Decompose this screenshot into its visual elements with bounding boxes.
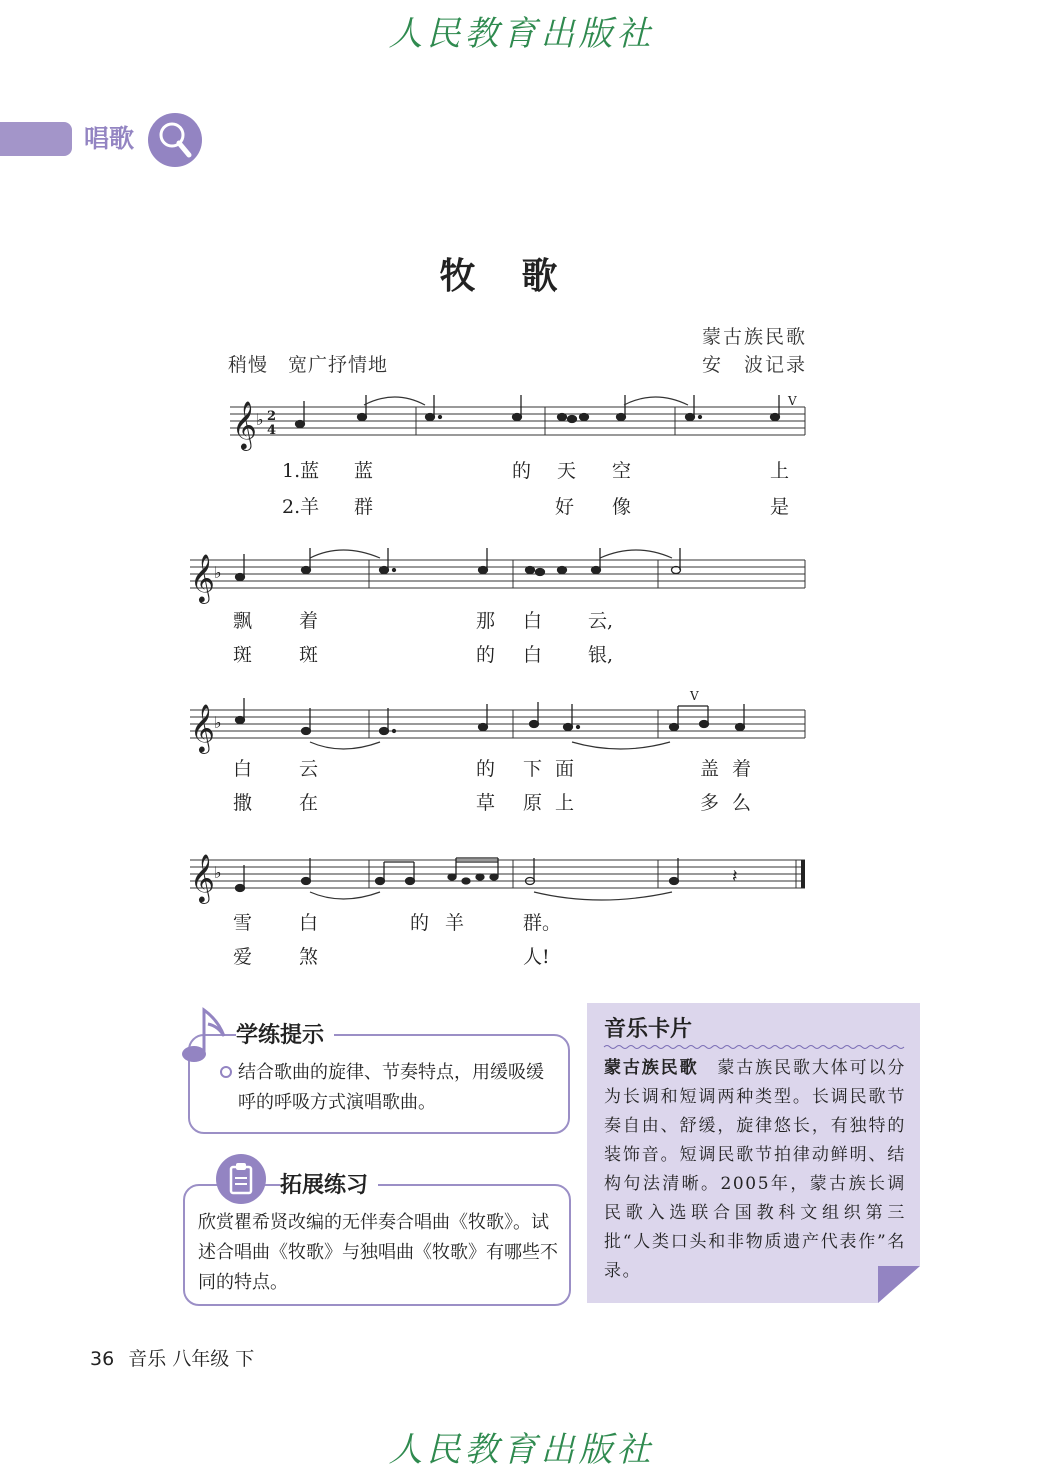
- lyric-r3v1-6: 着: [732, 758, 752, 780]
- lyric-r3v2-6: 么: [732, 792, 752, 814]
- extension-heading: 拓展练习: [280, 1168, 378, 1199]
- lyric-r2v1-3: 白: [523, 610, 543, 632]
- song-title: 牧歌: [439, 255, 604, 297]
- extension-text: 欣赏瞿希贤改编的无伴奏合唱曲《牧歌》。试述合唱曲《牧歌》与独唱曲《牧歌》有哪些不同的特点。: [198, 1212, 558, 1293]
- song-origin: 蒙古族民歌: [702, 326, 808, 348]
- section-tab-bar: [0, 122, 72, 156]
- lyric-r4v1-1: 白: [299, 912, 319, 934]
- staff-row-1: [0, 395, 1043, 455]
- lyric-r4v2-0: 爱: [233, 946, 253, 968]
- lyric-r1v2-3: 像: [612, 496, 632, 518]
- svg-text:V: V: [690, 689, 699, 703]
- lyric-r3v2-0: 撒: [233, 792, 253, 814]
- tempo-marking: 稍慢 宽广抒情地: [228, 354, 389, 376]
- lyric-r3v1-2: 的: [476, 758, 496, 780]
- lyric-r2v1-4: 云,: [588, 610, 614, 632]
- lyric-r2v1-2: 那: [476, 610, 496, 632]
- card-divider: [604, 1044, 904, 1050]
- staff-row-4: [0, 848, 1043, 908]
- staff-row-2: [0, 548, 1043, 608]
- lyric-r1v1-4: 空: [612, 460, 632, 482]
- lyric-r4v2-2: 人!: [523, 946, 550, 968]
- svg-text:𝄽: 𝄽: [732, 866, 738, 887]
- lyric-r1v2-1: 群: [354, 496, 374, 518]
- lyric-r3v2-3: 原: [523, 792, 543, 814]
- lyric-r1v2-0: 2.羊: [282, 496, 320, 518]
- tips-text: 结合歌曲的旋律、节奏特点，用缓吸缓呼的呼吸方式演唱歌曲。: [238, 1062, 544, 1113]
- lyric-r3v1-0: 白: [233, 758, 253, 780]
- staff-row-3: [0, 689, 1043, 758]
- svg-text:4: 4: [267, 423, 277, 438]
- lyric-r1v1-0: 1.蓝: [282, 460, 320, 482]
- lyric-r3v1-1: 云: [299, 758, 319, 780]
- lyric-r3v2-1: 在: [299, 792, 319, 814]
- lyric-r4v2-1: 煞: [299, 946, 319, 968]
- magnifier-icon: [148, 113, 202, 167]
- page-number: 36: [90, 1348, 115, 1370]
- card-body: 蒙古族民歌大体可以分为长调和短调两种类型。长调民歌节奏自由、舒缓，旋律悠长，有独特的装饰音。短调民歌节拍律动鲜明、结构句法清晰。2005年，蒙古族长调民歌入选联合国教科文组织第三批“人类口头和非物质遗产代表作”名录。: [604, 1058, 907, 1281]
- lyric-r3v1-5: 盖: [700, 758, 720, 780]
- svg-text:2: 2: [267, 409, 277, 424]
- card-term: 蒙古族民歌: [604, 1058, 699, 1078]
- lyric-r1v1-2: 的: [512, 460, 532, 482]
- lyric-r2v2-0: 斑: [233, 644, 253, 666]
- lyric-r1v1-1: 蓝: [354, 460, 374, 482]
- book-title: 音乐 八年级 下: [128, 1348, 255, 1370]
- lyric-r1v2-2: 好: [555, 496, 575, 518]
- lyric-r2v1-0: 飘: [233, 610, 253, 632]
- svg-text:♭: ♭: [214, 713, 222, 732]
- page-footer: [90, 1344, 254, 1371]
- bullet-icon: [220, 1066, 232, 1078]
- lyric-r4v1-0: 雪: [233, 912, 253, 934]
- tips-heading: 学练提示: [236, 1018, 334, 1049]
- lyric-r1v2-4: 是: [770, 496, 790, 518]
- lyric-r2v2-3: 白: [523, 644, 543, 666]
- card-title: 音乐卡片: [604, 1017, 693, 1042]
- lyric-r2v1-1: 着: [299, 610, 319, 632]
- song-recorder: 安 波记录: [702, 354, 808, 376]
- lyric-r1v1-3: 天: [557, 460, 577, 482]
- lyric-r4v1-2: 的: [410, 912, 430, 934]
- treble-clef-icon: 𝄞: [232, 400, 257, 449]
- publisher-logo-bottom: 人民教育出版社: [388, 1430, 655, 1470]
- lyric-r3v1-3: 下: [523, 758, 543, 780]
- svg-text:♭: ♭: [256, 410, 264, 429]
- publisher-logo-top: 人民教育出版社: [388, 14, 655, 54]
- clipboard-icon: [216, 1154, 266, 1204]
- lyric-r3v2-4: 上: [555, 792, 575, 814]
- section-label: 唱歌: [84, 124, 135, 153]
- treble-clef-icon: 𝄞: [190, 703, 215, 752]
- lyric-r2v2-4: 银,: [588, 644, 614, 666]
- svg-text:♭: ♭: [214, 863, 222, 882]
- lyric-r3v2-2: 草: [476, 792, 496, 814]
- svg-text:V: V: [788, 394, 797, 408]
- lyric-r2v2-1: 斑: [299, 644, 319, 666]
- treble-clef-icon: 𝄞: [190, 553, 215, 602]
- lyric-r3v2-5: 多: [700, 792, 720, 814]
- lyric-r4v1-3: 羊: [445, 912, 465, 934]
- treble-clef-icon: 𝄞: [190, 853, 215, 902]
- lyric-r1v1-5: 上: [770, 460, 790, 482]
- svg-text:♭: ♭: [214, 563, 222, 582]
- lyric-r4v1-4: 群。: [523, 912, 562, 934]
- lyric-r2v2-2: 的: [476, 644, 496, 666]
- lyric-r3v1-4: 面: [555, 758, 575, 780]
- card-text: [604, 1054, 906, 1286]
- music-note-icon: [178, 1006, 230, 1066]
